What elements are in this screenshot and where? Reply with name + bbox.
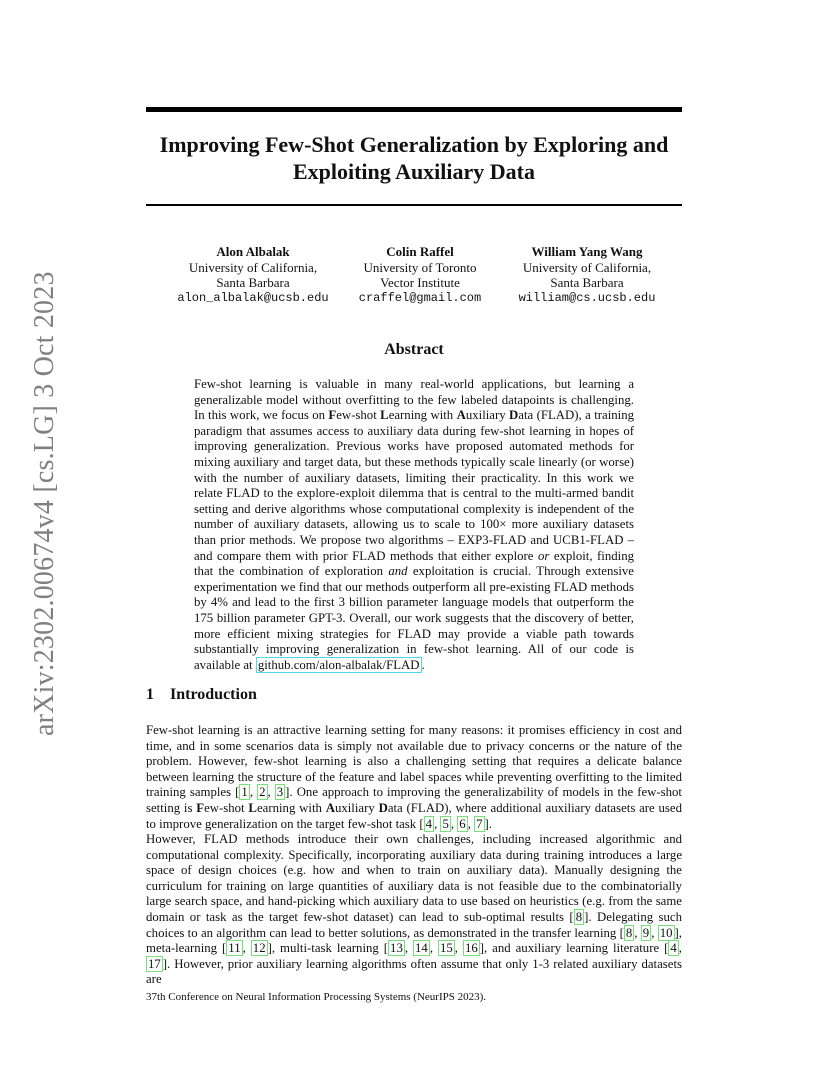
intro-paragraph-2: However, FLAD methods introduce their own challenges, including increased algorithmic and computational complexity. Specifically, incorporating auxiliary data during training introduces a large space of design choices (e.g. how and when to train on auxiliary data). Manually designing the curriculum for training on large quantities of auxiliary data is not feasible due to the combinatorially large search space, and hand-picking which auxiliary data to use based on heuristics (e.g. from the same domain or task as the target few-shot dataset) can lead to sub-optimal results [ 8 ]. Delegating such choices to an algorithm can lead to better solutions, as demonstrated in the transfer learning [ 8 , 9 , 10 ], meta-learning [ 11 , 12 ], multi-task learning [ 13 , 14 , 15 , 16 ], and auxiliary learning literature [ 4 , 17 ]. However, prior auxiliary learning algorithms often assume that only 1-3 related auxiliary datasets are <box>146 832 682 987</box>
author-affiliation: Santa Barbara <box>216 275 290 290</box>
author-name: Colin Raffel <box>386 244 454 259</box>
conference-footnote: 37th Conference on Neural Information Processing Systems (NeurIPS 2023). <box>146 991 487 1003</box>
code-link[interactable]: github.com/alon-albalak/FLAD <box>257 657 420 672</box>
citation-link[interactable]: 13 <box>390 941 403 956</box>
citation-link[interactable]: 9 <box>642 925 650 940</box>
author-email: alon_albalak@ucsb.edu <box>177 290 329 305</box>
section-number: 1 <box>146 686 154 703</box>
author-3 <box>492 244 682 306</box>
author-email: william@cs.ucsb.edu <box>518 290 656 305</box>
abstract-text: Few-shot learning is valuable in many real-world applications, but learning a generalizable model without overfitting to the few labeled datapoints is challenging. In this work, we focus on Few-shot Learning with Auxiliary Data (FLAD), a training paradigm that assumes access to auxiliary data during few-shot learning in hopes of improving generalization. Previous works have proposed automated methods for mixing auxiliary and target data, but these methods typically scale linearly (or worse) with the number of auxiliary datasets, limiting their practicality. In this work we relate FLAD to the explore-exploit dilemma that is central to the multi-armed bandit setting and derive algorithms whose computational complexity is independent of the number of auxiliary datasets, allowing us to scale to 100× more auxiliary datasets than prior methods. We propose two algorithms – EXP3-FLAD and UCB1-FLAD – and compare them with prior FLAD methods that either explore or exploit, finding that the combination of exploration and exploitation is crucial. Through extensive experimentation we find that our methods outperform all pre-existing FLAD methods by 4% and lead to the first 3 billion parameter language models that outperform the 175 billion parameter GPT-3. Overall, our work suggests that the discovery of better, more efficient mixing strategies for FLAD may provide a viable path towards substantially improving generalization in few-shot learning. All of our code is available at github.com/alon-albalak/FLAD . <box>194 377 634 672</box>
author-2 <box>340 244 500 306</box>
author-1 <box>158 244 348 306</box>
title-rule-top <box>146 107 682 112</box>
author-affiliation: University of California, <box>522 259 652 275</box>
citation-link[interactable]: 11 <box>228 941 241 956</box>
paper-title: Improving Few-Shot Generalization by Exploring and Exploiting Auxiliary Data <box>159 132 669 184</box>
citation-link[interactable]: 2 <box>259 785 266 800</box>
author-affiliation: Vector Institute <box>380 275 460 290</box>
author-name: William Yang Wang <box>531 244 643 259</box>
abstract-heading: Abstract <box>384 341 444 358</box>
author-name: Alon Albalak <box>216 244 290 259</box>
section-title: Introduction <box>170 686 257 703</box>
author-affiliation: University of California, <box>188 259 318 275</box>
citation-link[interactable]: 10 <box>659 925 673 940</box>
citation-link[interactable]: 8 <box>625 925 633 940</box>
citation-link[interactable]: 4 <box>670 941 677 956</box>
author-affiliation: University of Toronto <box>363 259 477 275</box>
citation-link[interactable]: 8 <box>575 909 583 924</box>
citation-link[interactable]: 1 <box>241 785 248 800</box>
section-heading-introduction <box>146 686 257 704</box>
citation-link[interactable]: 12 <box>252 941 266 956</box>
arxiv-identifier: arXiv:2302.00674v4 [cs.LG] 3 Oct 2023 <box>29 271 60 736</box>
intro-paragraph-1: Few-shot learning is an attractive learning setting for many reasons: it promises efficiency in cost and time, and in some scenarios data is simply not available due to privacy concerns or the nature of the problem. However, few-shot learning is also a challenging setting that requires a delicate balance between learning the structure of the feature and label spaces while preventing overfitting to the limited training samples [ 1 , 2 , 3 ]. One approach to improving the generalizability of models in the few-shot setting is Few-shot Learning with Auxiliary Data (FLAD), where additional auxiliary datasets are used to improve generalization on the target few-shot task [ 4 , 5 , 6 , 7 ]. <box>146 723 682 831</box>
citation-link[interactable]: 17 <box>148 956 161 971</box>
title-rule-bottom <box>146 204 682 206</box>
citation-link[interactable]: 6 <box>459 816 466 831</box>
citation-link[interactable]: 7 <box>476 816 483 831</box>
citation-link[interactable]: 14 <box>415 941 428 956</box>
citation-link[interactable]: 16 <box>464 941 478 956</box>
author-email: craffel@gmail.com <box>358 290 482 305</box>
author-affiliation: Santa Barbara <box>550 275 624 290</box>
citation-link[interactable]: 3 <box>276 785 284 800</box>
citation-link[interactable]: 5 <box>442 816 449 831</box>
citation-link[interactable]: 4 <box>425 816 433 831</box>
citation-link[interactable]: 15 <box>439 941 453 956</box>
